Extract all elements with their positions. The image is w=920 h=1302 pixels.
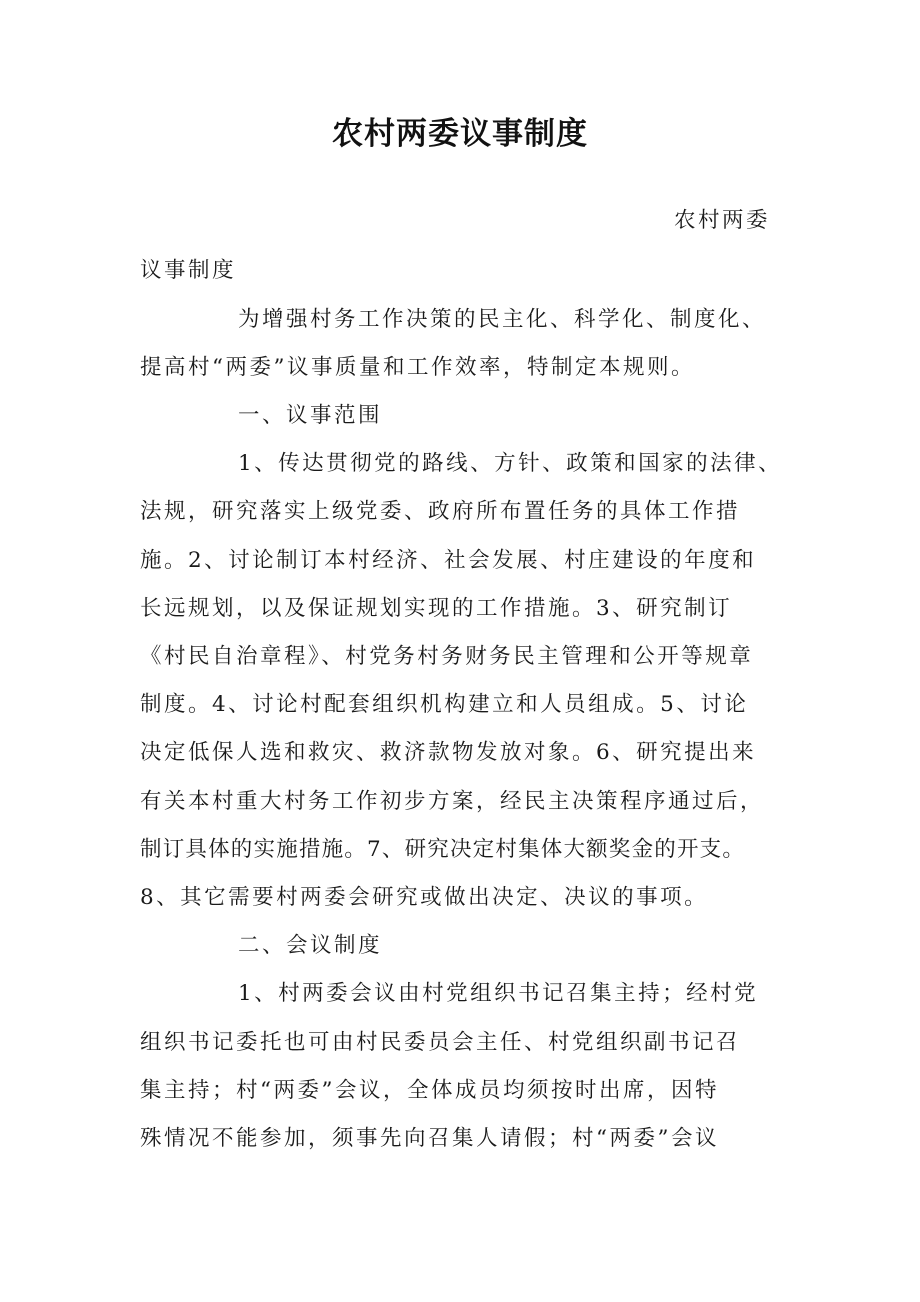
section-heading-scope: 一、议事范围 bbox=[238, 403, 383, 428]
scope-paragraph-line-8: 有关本村重大村务工作初步方案，经民主决策程序通过后， bbox=[140, 789, 765, 814]
scope-paragraph-line-9: 制订具体的实施措施。7、研究决定村集体大额奖金的开支。 bbox=[140, 837, 746, 862]
section-heading-meetings: 二、会议制度 bbox=[238, 933, 383, 958]
document-title: 农村两委议事制度 bbox=[332, 116, 588, 152]
intro-paragraph-line-2: 提高村“两委”议事质量和工作效率，特制定本规则。 bbox=[140, 355, 695, 380]
intro-paragraph-line-1: 为增强村务工作决策的民主化、科学化、制度化、 bbox=[238, 307, 767, 332]
subtitle-line-1: 农村两委 bbox=[673, 208, 770, 233]
meetings-paragraph-line-1: 1、村两委会议由村党组织书记召集主持；经村党 bbox=[238, 981, 759, 1006]
meetings-paragraph-line-2: 组织书记委托也可由村民委员会主任、村党组织副书记召 bbox=[140, 1030, 741, 1055]
scope-paragraph-line-4: 长远规划，以及保证规划实现的工作措施。3、研究制订 bbox=[140, 596, 733, 621]
meetings-paragraph-line-3: 集主持；村“两委”会议，全体成员均须按时出席，因特 bbox=[140, 1078, 719, 1103]
scope-paragraph-line-5: 《村民自治章程》、村党务村务财务民主管理和公开等规章 bbox=[140, 644, 754, 669]
scope-paragraph-line-1: 1、传达贯彻党的路线、方针、政策和国家的法律、 bbox=[238, 451, 783, 476]
scope-paragraph-line-10: 8、其它需要村两委会研究或做出决定、决议的事项。 bbox=[140, 885, 709, 910]
scope-paragraph-line-3: 施。2、讨论制订本村经济、社会发展、村庄建设的年度和 bbox=[140, 548, 757, 573]
scope-paragraph-line-7: 决定低保人选和救灾、救济款物发放对象。6、研究提出来 bbox=[140, 740, 757, 765]
scope-paragraph-line-6: 制度。4、讨论村配套组织机构建立和人员组成。5、讨论 bbox=[140, 692, 749, 717]
subtitle-line-2: 议事制度 bbox=[140, 258, 237, 283]
scope-paragraph-line-2: 法规，研究落实上级党委、政府所布置任务的具体工作措 bbox=[140, 499, 741, 524]
meetings-paragraph-line-4: 殊情况不能参加，须事先向召集人请假；村“两委”会议 bbox=[140, 1126, 719, 1151]
